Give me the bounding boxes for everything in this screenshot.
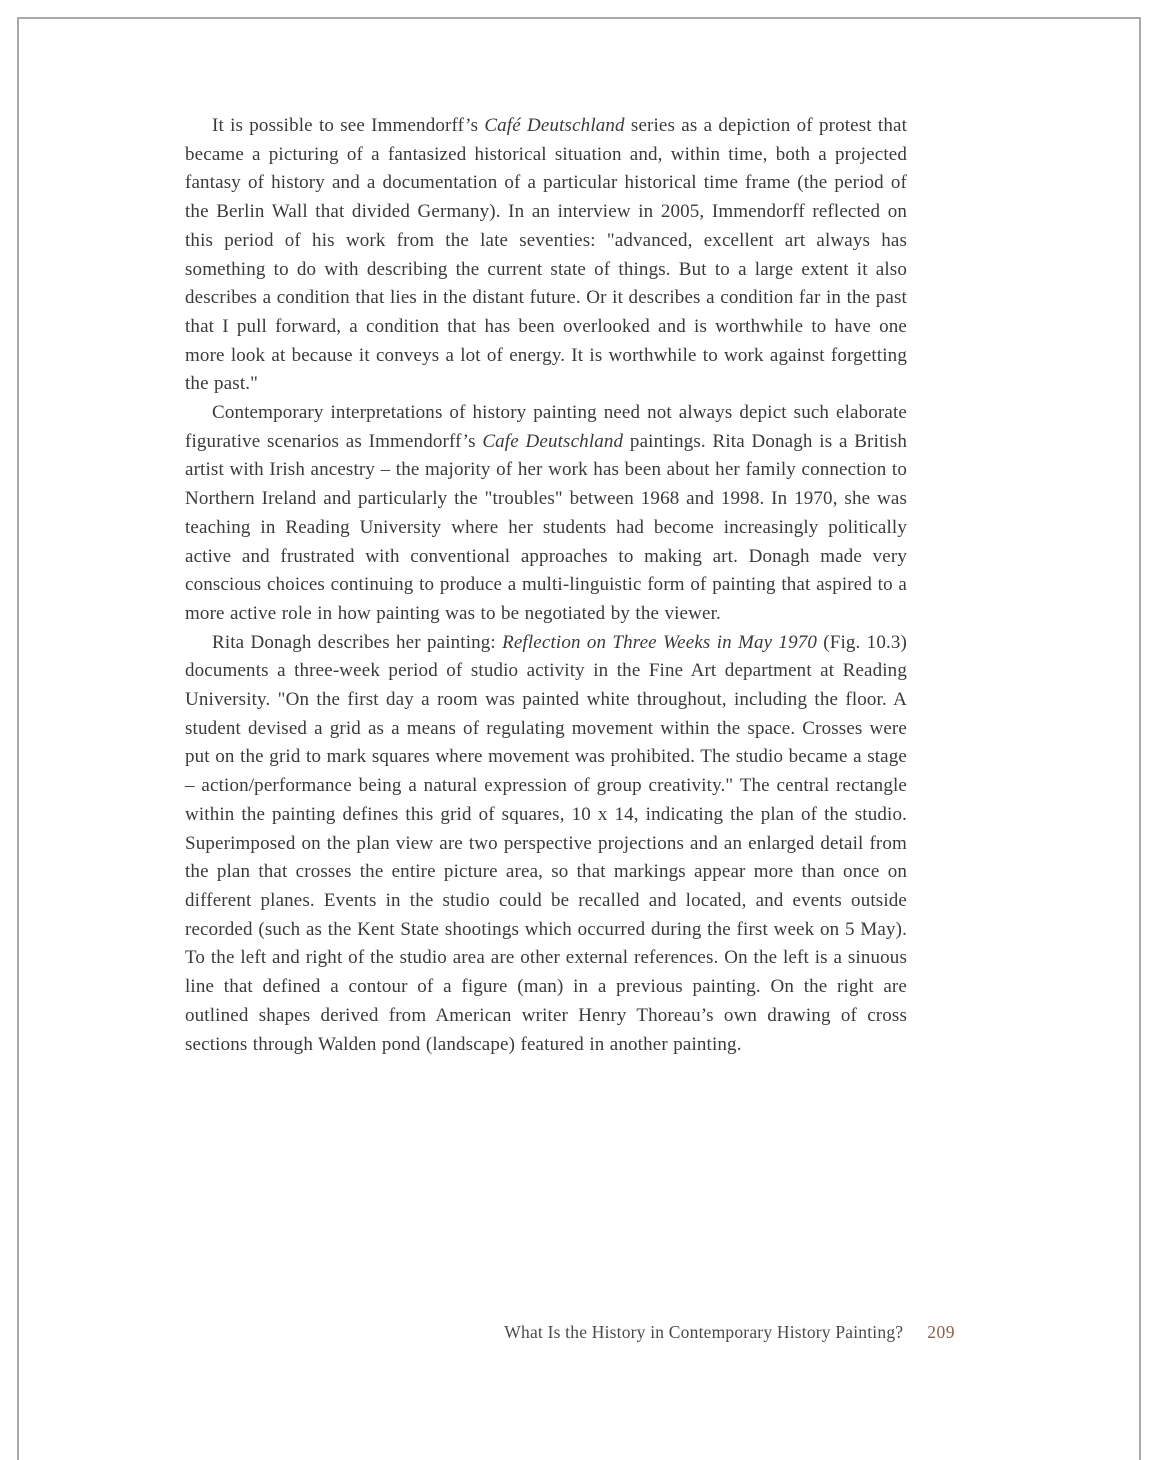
italic-text-run: Café Deutschland <box>484 115 625 136</box>
text-run: series as a depiction of protest that became a picturing of a fantasized historical situation and, within time, both a projected fantasy of history and a documentation of a particular historical time frame (the period of the Berlin Wall that divided Germany). In an interview in 2005, Immendorff reflected on this period of his work from the late seventies: "advanced, excellent art always has something to do with describing the current state of things. But to a large extent it also describes a condition that lies in the distant future. Or it describes a condition far in the past that I pull forward, a condition that has been overlooked and is worthwhile to have one more look at because it conveys a lot of energy. It is worthwhile to work against forgetting the past." <box>185 115 907 395</box>
running-title: What Is the History in Contemporary History Painting? <box>504 1322 904 1342</box>
paragraph <box>185 629 907 1060</box>
text-run: paintings. Rita Donagh is a British artist with Irish ancestry – the majority of her work has been about her family connection to Northern Ireland and particularly the "troubles" between 1968 and 1998. In 1970, she was teaching in Reading University where her students had become increasingly politically active and frustrated with conventional approaches to making art. Donagh made very conscious choices continuing to produce a multi-linguistic form of painting that aspired to a more active role in how painting was to be negotiated by the viewer. <box>185 430 908 624</box>
text-run: (Fig. 10.3) documents a three-week period of studio activity in the Fine Art department at Reading University. "On the first day a room was painted white throughout, including the floor. A student devised a grid as a means of regulating movement within the space. Crosses were put on the grid to mark squares where movement was prohibited. The studio became a stage – action/performance being a natural expression of group creativity." The central rectangle within the painting defines this grid of squares, 10 x 14, indicating the plan of the studio. Superimposed on the plan view are two perspective projections and an enlarged detail from the plan that crosses the entire picture area, so that markings appear more than once on different planes. Events in the studio could be recalled and located, and events outside recorded (such as the Kent State shootings which occurred during the first week on 5 May). To the left and right of the studio area are other external references. On the left is a sinuous line that defined a contour of a figure (man) in a previous painting. On the right are outlined shapes derived from American writer Henry Thoreau’s own drawing of cross sections through Walden pond (landscape) featured in another painting. <box>185 631 907 1055</box>
page-footer <box>185 1322 955 1343</box>
italic-text-run: Reflection on Three Weeks in May 1970 <box>502 631 818 653</box>
text-run: It is possible to see Immendorff’s <box>212 115 485 136</box>
text-run: Rita Donagh describes her painting: <box>212 631 503 653</box>
italic-text-run: Cafe Deutschland <box>482 430 624 452</box>
text-run: Contemporary interpretations of history painting need not always depict such elaborate figurative scenarios as Immendorff’s <box>185 402 907 452</box>
text-column <box>185 112 907 1059</box>
paragraph <box>185 399 907 629</box>
page-number: 209 <box>927 1322 955 1342</box>
paragraph <box>185 112 907 399</box>
